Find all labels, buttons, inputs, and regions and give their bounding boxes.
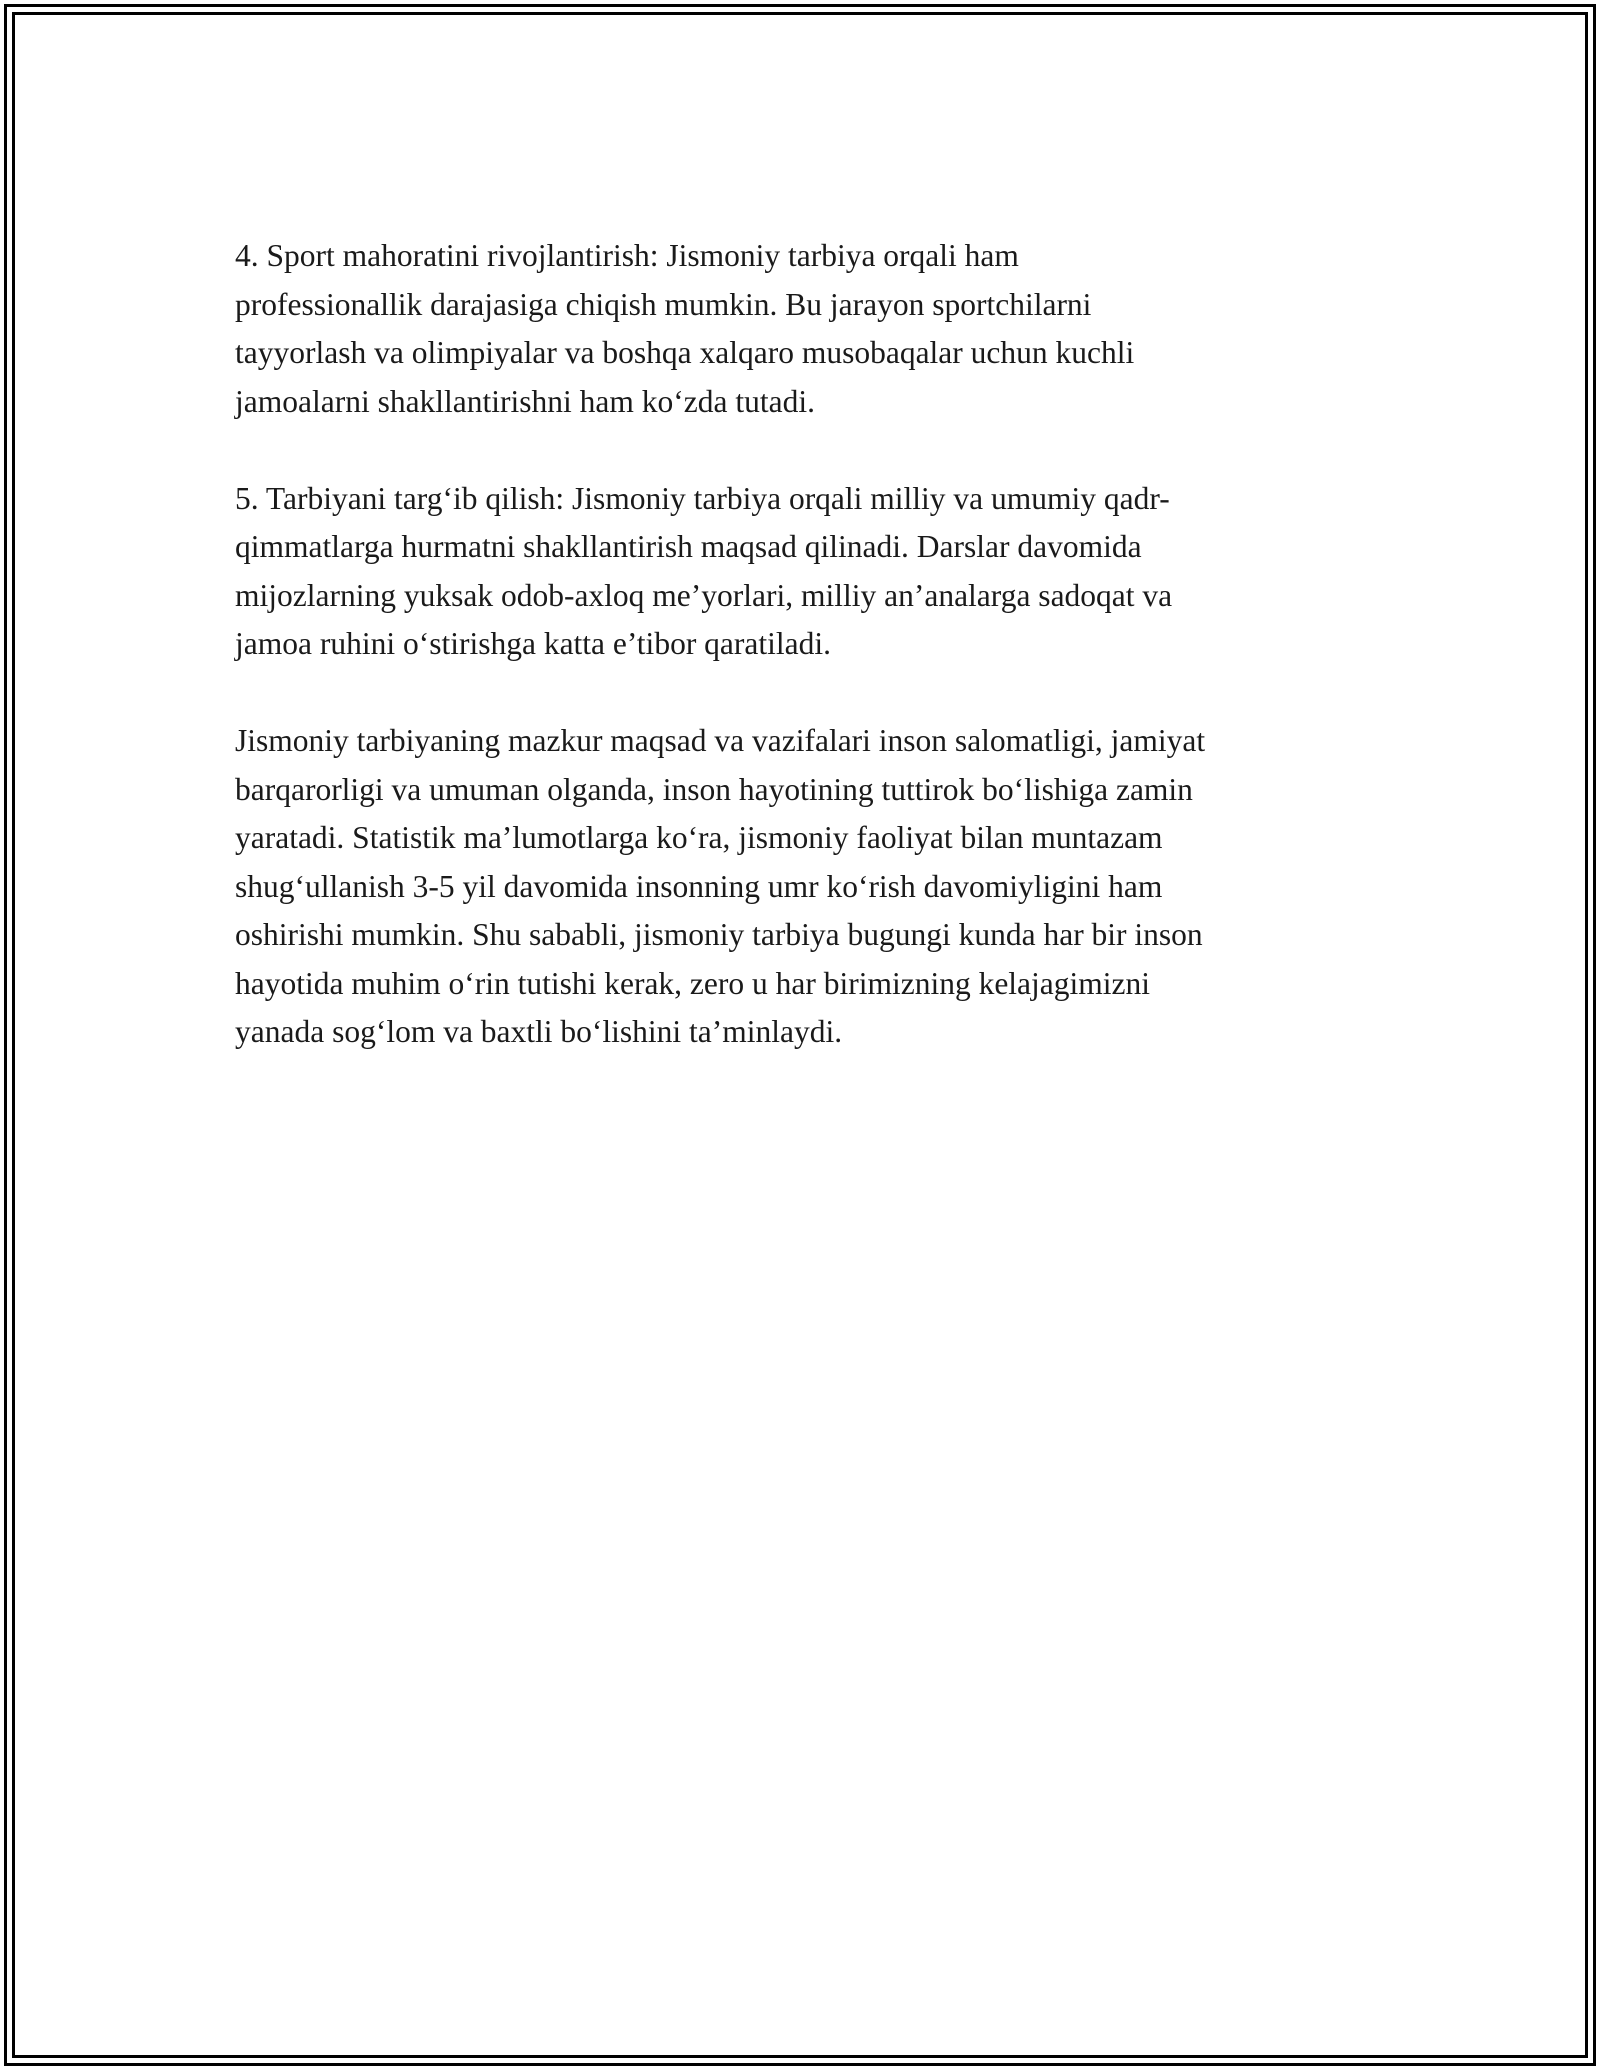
paragraph-sport-skills: 4. Sport mahoratini rivojlantirish: Jismoniy tarbiya orqali ham professionallik darajasiga chiqish mumkin. Bu jarayon sportchilarni tayyorlash va olimpiyalar va boshqa xalqaro musobaqalar uchun kuchli jamoalarni shakllantirishni ham ko‘zda tutadi. (235, 238, 1135, 419)
paragraph-conclusion: Jismoniy tarbiyaning mazkur maqsad va vazifalari inson salomatligi, jamiyat barqarorligi va umuman olganda, inson hayotining tuttirok bo‘lishiga zamin yaratadi. Statistik ma’lumotlarga ko‘ra, jismoniy faoliyat bilan muntazam shug‘ullanish 3-5 yil davomida insonning umr ko‘rish davomiyligini ham oshirishi mumkin. Shu sababli, jismoniy tarbiya bugungi kunda har bir inson hayotida muhim o‘rin tutishi kerak, zero u har birimizning kelajagimizni yanada sog‘lom va baxtli bo‘lishini ta’minlaydi. (235, 723, 1206, 1049)
document-body (235, 232, 1375, 1105)
paragraph-upbringing: 5. Tarbiyani targ‘ib qilish: Jismoniy tarbiya orqali milliy va umumiy qadr- qimmatlarga hurmatni shakllantirish maqsad qilinadi. Darslar davomida mijozlarning yuksak odob-axloq me’yorlari, milliy an’analarga sadoqat va jamoa ruhini o‘stirishga katta e’tibor qaratiladi. (235, 480, 1173, 661)
